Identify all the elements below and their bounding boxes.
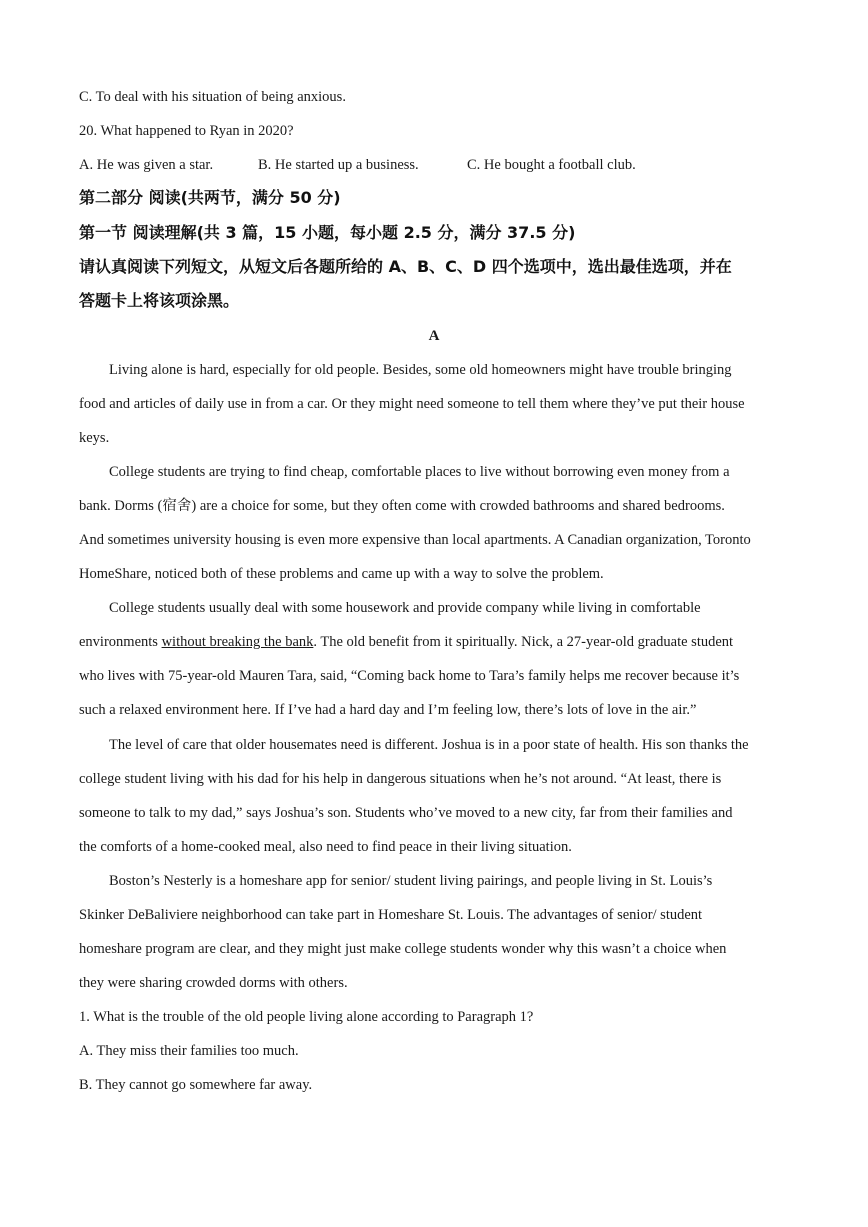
q1-option-a: A. They miss their families too much. (79, 1043, 299, 1059)
passage-line: And sometimes university housing is even more expensive than local apartments. A Canadian organization, Toronto (79, 532, 751, 548)
passage-line: College students usually deal with some housework and provide company while living in comfortable (109, 600, 701, 616)
passage-text: . The old benefit from it spiritually. Nick, a 27-year-old graduate student (313, 634, 734, 650)
instruction-line-2: 答题卡上将该项涂黑。 (79, 291, 240, 310)
passage-line: bank. Dorms (宿舍) are a choice for some, but they often come with crowded bathrooms and shared bedrooms. (79, 498, 725, 514)
passage-line: who lives with 75-year-old Mauren Tara, said, “Coming back home to Tara’s family helps me recover because it’s (79, 668, 740, 684)
passage-text: environments (79, 634, 162, 650)
q20-option-c: C. He bought a football club. (467, 157, 636, 173)
passage-line: The level of care that older housemates need is different. Joshua is in a poor state of health. His son thanks the (109, 737, 749, 753)
passage-line: HomeShare, noticed both of these problems and came up with a way to solve the problem. (79, 566, 604, 582)
question-20: 20. What happened to Ryan in 2020? (79, 123, 294, 139)
passage-label: A (428, 328, 440, 344)
underlined-phrase: without breaking the bank (161, 634, 314, 650)
passage-line: Skinker DeBaliviere neighborhood can take part in Homeshare St. Louis. The advantages of senior/ student (79, 907, 703, 923)
passage-line: Boston’s Nesterly is a homeshare app for senior/ student living pairings, and people living in St. Louis’s (109, 873, 713, 889)
passage-line (79, 632, 733, 652)
passage-line: food and articles of daily use in from a car. Or they might need someone to tell them where they’ve put their house (79, 396, 745, 412)
q20-option-b: B. He started up a business. (258, 157, 419, 173)
passage-line: homeshare program are clear, and they might just make college students wonder why this wasn’t a choice when (79, 941, 727, 957)
passage-line: someone to talk to my dad,” says Joshua’s son. Students who’ve moved to a new city, far from their families and (79, 805, 733, 821)
part-title: 第二部分 阅读(共两节，满分 50 分) (79, 188, 341, 207)
passage-line: the comforts of a home-cooked meal, also need to find peace in their living situation. (79, 839, 572, 855)
passage-line: College students are trying to find cheap, comfortable places to live without borrowing even money from a (109, 464, 730, 480)
instruction-line-1: 请认真阅读下列短文，从短文后各题所给的 A、B、C、D 四个选项中，选出最佳选项，并在 (79, 257, 732, 276)
q1-option-b: B. They cannot go somewhere far away. (79, 1077, 313, 1093)
passage-line: Living alone is hard, especially for old people. Besides, some old homeowners might have trouble bringing (109, 362, 732, 378)
passage-line: keys. (79, 430, 110, 446)
passage-line: college student living with his dad for his help in dangerous situations when he’s not around. “At least, there is (79, 771, 722, 787)
subsection-title: 第一节 阅读理解(共 3 篇，15 小题，每小题 2.5 分，满分 37.5 分) (79, 223, 576, 242)
passage-line: they were sharing crowded dorms with others. (79, 975, 348, 991)
question-1: 1. What is the trouble of the old people living alone according to Paragraph 1? (79, 1009, 534, 1025)
prev-question-option-c: C. To deal with his situation of being anxious. (79, 89, 346, 105)
q20-option-a: A. He was given a star. (79, 157, 214, 173)
passage-line: such a relaxed environment here. If I’ve had a hard day and I’m feeling low, there’s lots of love in the air.” (79, 702, 697, 718)
